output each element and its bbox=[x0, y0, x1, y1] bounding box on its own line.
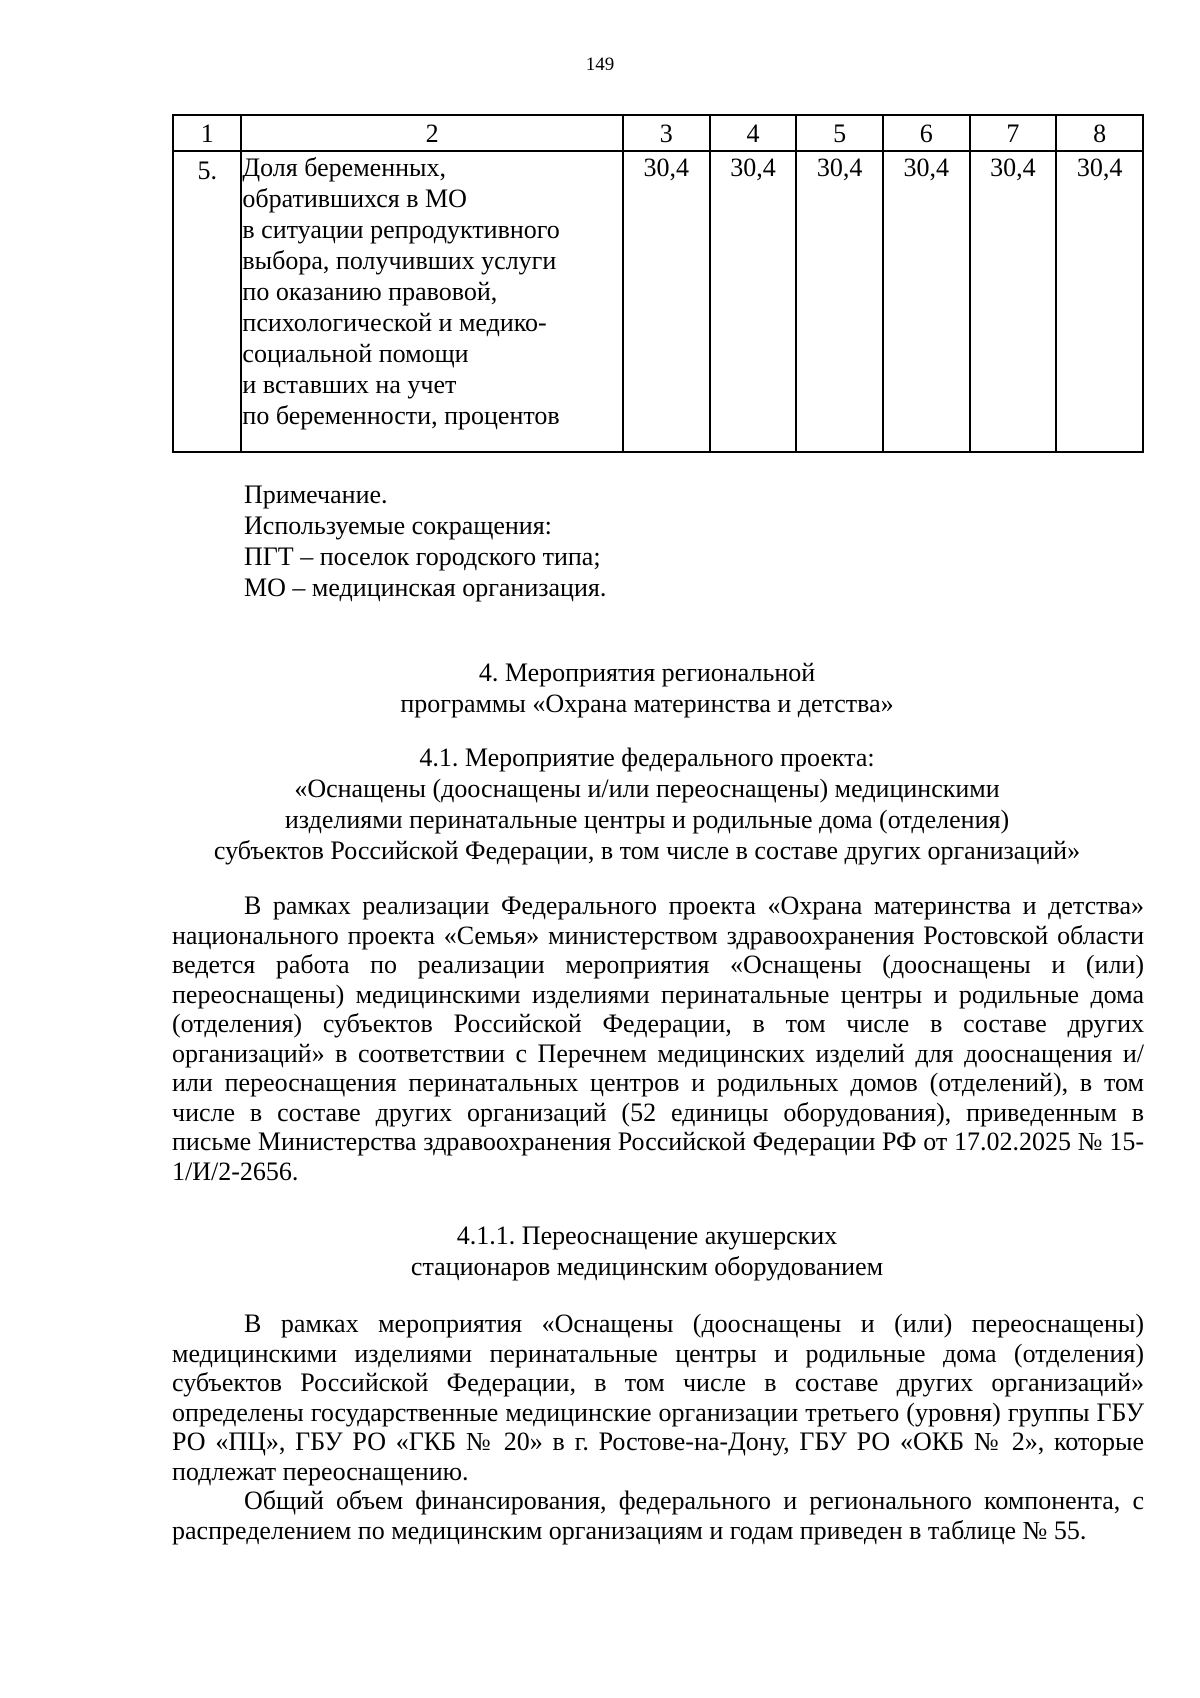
description-line: по оказанию правовой, bbox=[242, 277, 498, 306]
page-number: 149 bbox=[585, 54, 615, 75]
value-cell: 30,4 bbox=[796, 151, 883, 452]
section-4-heading bbox=[160, 657, 1134, 719]
header-cell: 7 bbox=[970, 115, 1057, 151]
description-line: социальной помощи bbox=[242, 339, 469, 368]
header-cell: 5 bbox=[796, 115, 883, 151]
row-number: 5. bbox=[173, 151, 241, 452]
value-cell: 30,4 bbox=[883, 151, 970, 452]
note-line: Используемые сокращения: bbox=[244, 511, 552, 540]
value-cell: 30,4 bbox=[1056, 151, 1143, 452]
heading-line: 4.1.1. Переоснащение акушерских bbox=[456, 1221, 838, 1250]
header-cell: 6 bbox=[883, 115, 970, 151]
heading-line: изделиями перинатальные центры и родильные дома (отделения) bbox=[284, 805, 1010, 834]
value-cell: 30,4 bbox=[623, 151, 710, 452]
heading-line: программы «Охрана материнства и детства» bbox=[400, 689, 894, 718]
note-line: ПГТ – поселок городского типа; bbox=[244, 542, 601, 571]
header-cell: 1 bbox=[173, 115, 241, 151]
table-note bbox=[244, 479, 606, 603]
note-line: Примечание. bbox=[244, 480, 388, 509]
header-cell: 2 bbox=[241, 115, 623, 151]
description-line: Доля беременных, bbox=[242, 153, 446, 182]
heading-line: 4.1. Мероприятие федерального проекта: bbox=[419, 743, 875, 772]
heading-line: 4. Мероприятия региональной bbox=[478, 658, 816, 687]
section-4-1-1-paragraph-1: В рамках мероприятия «Оснащены (дооснащены и (или) переоснащены) медицинскими изделиями перинатальные центры и родильные дома (отделения) субъектов Российской Федерации, в том числе в составе других организаций» определены государственные медицинские организации третьего (уровня) группы ГБУ РО «ПЦ», ГБУ РО «ГКБ № 20» в г. Ростове-на-Дону, ГБУ РО «ОКБ № 2», которые подлежат переоснащению. bbox=[172, 1309, 1144, 1486]
header-cell: 8 bbox=[1056, 115, 1143, 151]
description-line: выбора, получивших услуги bbox=[242, 246, 557, 275]
note-line: МО – медицинская организация. bbox=[244, 573, 607, 602]
description-line: и вставших на учет bbox=[242, 370, 457, 399]
section-4-1-1-paragraph-2: Общий объем финансирования, федерального и регионального компонента, с распределением по медицинским организациям и годам приведен в таблице № 55. bbox=[172, 1486, 1144, 1545]
header-cell: 3 bbox=[623, 115, 710, 151]
table-header-row bbox=[173, 115, 1143, 151]
indicator-table bbox=[172, 114, 1144, 453]
value-cell: 30,4 bbox=[970, 151, 1057, 452]
section-4-1-1-heading bbox=[160, 1220, 1134, 1282]
table-row bbox=[173, 151, 1143, 452]
value-cell: 30,4 bbox=[710, 151, 797, 452]
heading-line: стационаров медицинским оборудованием bbox=[410, 1252, 884, 1281]
section-4-1-paragraph: В рамках реализации Федерального проекта «Охрана материнства и детства» национального проекта «Семья» министерством здравоохранения Ростовской области ведется работа по реализации мероприятия «Оснащены (дооснащены и (или) переоснащены) медицинскими изделиями перинатальные центры и родильные дома (отделения) субъектов Российской Федерации, в том числе в составе других организаций» в соответствии с Перечнем медицинских изделий для дооснащения и/или переоснащения перинатальных центров и родильных домов (отделений), в том числе в составе других организаций (52 единицы оборудования), приведенным в письме Министерства здравоохранения Российской Федерации РФ от 17.02.2025 № 15-1/И/2-2656. bbox=[172, 891, 1144, 1186]
header-cell: 4 bbox=[710, 115, 797, 151]
heading-line: субъектов Российской Федерации, в том числе в составе других организаций» bbox=[213, 836, 1081, 865]
row-description bbox=[241, 151, 623, 452]
description-line: в ситуации репродуктивного bbox=[242, 215, 560, 244]
section-4-1-heading bbox=[160, 742, 1134, 866]
heading-line: «Оснащены (дооснащены и/или переоснащены) медицинскими bbox=[294, 774, 1000, 803]
description-line: обратившихся в МО bbox=[242, 184, 467, 213]
description-line: психологической и медико- bbox=[242, 308, 547, 337]
description-line: по беременности, процентов bbox=[242, 401, 560, 430]
